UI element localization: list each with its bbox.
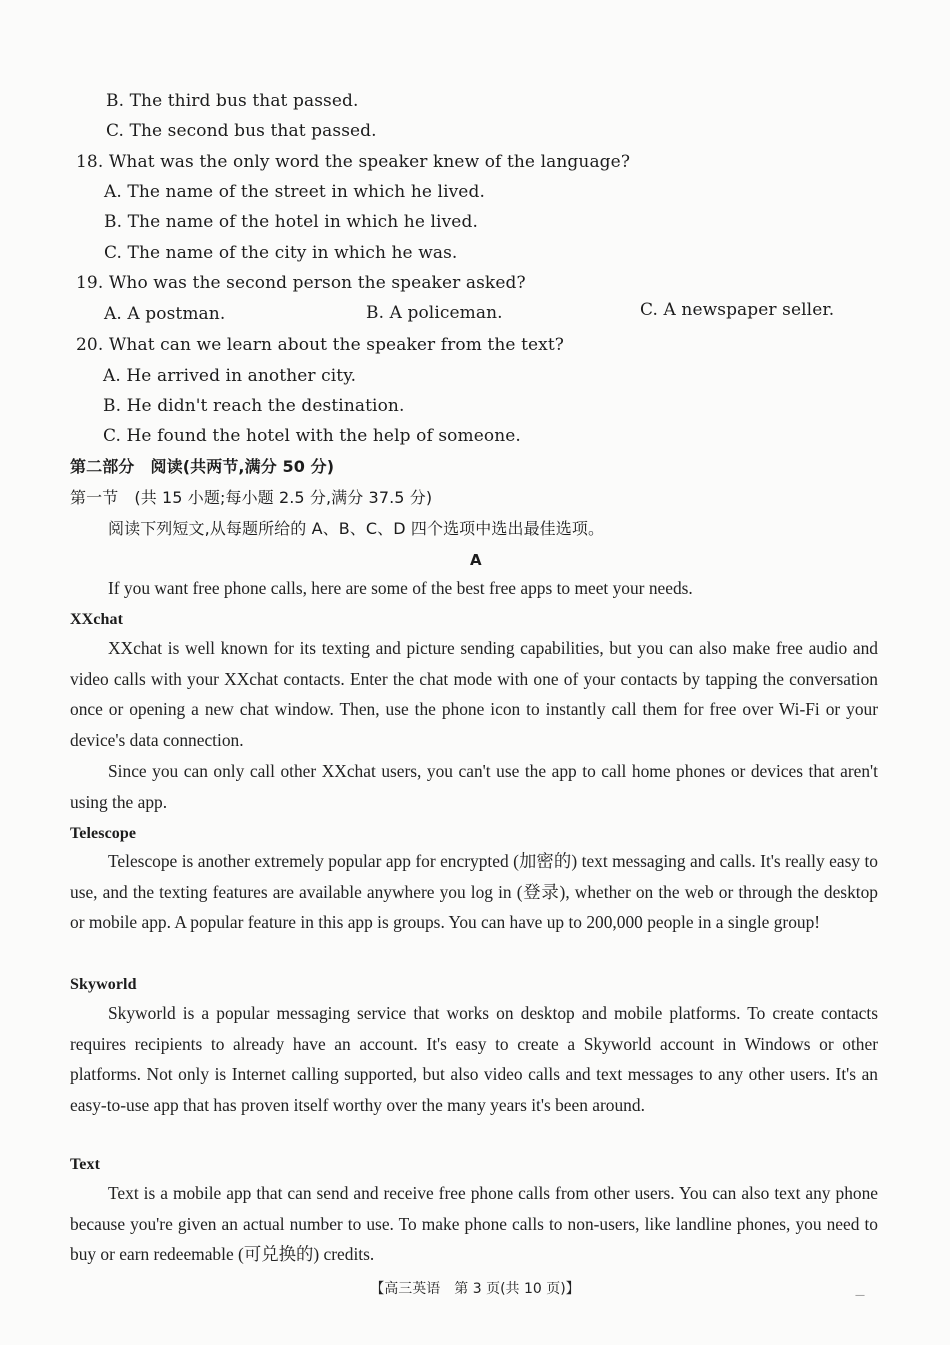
q18-option-a: A. The name of the street in which he lived. <box>104 182 485 202</box>
q17-option-c: C. The second bus that passed. <box>106 121 377 141</box>
passage-intro: If you want free phone calls, here are some of the best free apps to meet your needs. <box>108 578 693 598</box>
xxchat-paragraph-2: Since you can only call other XXchat users, you can't use the app to call home phones or devices that aren't using the app. <box>70 761 878 812</box>
part2-title: 第二部分 阅读(共两节,满分 50 分) <box>70 457 335 476</box>
skyworld-paragraph: Skyworld is a popular messaging service that works on desktop and mobile platforms. To create contacts requires recipients to already have an account. It's easy to create a Skyworld account in Windows or other platforms. Not only is Internet calling supported, but also video calls and text messages to any other users. It's an easy-to-use app that has proven itself worthy over the many years it's been around. <box>70 1003 878 1115</box>
q18-option-c: C. The name of the city in which he was. <box>104 243 458 263</box>
xxchat-heading: XXchat <box>70 611 124 628</box>
skyworld-heading: Skyworld <box>70 976 137 993</box>
q19-option-a: A. A postman. <box>104 304 226 324</box>
q20-stem: 20. What can we learn about the speaker from the text? <box>76 335 564 355</box>
q20-option-a: A. He arrived in another city. <box>103 366 357 386</box>
q18-option-b: B. The name of the hotel in which he lived. <box>104 212 478 232</box>
section1-title: 第一节 (共 15 小题;每小题 2.5 分,满分 37.5 分) <box>70 488 433 507</box>
q19-option-c: C. A newspaper seller. <box>640 300 835 320</box>
telescope-paragraph: Telescope is another extremely popular app for encrypted (加密的) text messaging and calls. It's really easy to use, and the texting features are available anywhere you log in (登录), whether on the web or through the desktop or mobile app. A popular feature in this app is groups. You can have up to 200,000 people in a single group! <box>70 851 878 933</box>
q17-option-b: B. The third bus that passed. <box>106 91 359 111</box>
passage-label: A <box>470 551 482 569</box>
telescope-heading: Telescope <box>70 825 137 842</box>
q19-option-b: B. A policeman. <box>366 303 503 323</box>
text-heading: Text <box>70 1156 101 1173</box>
q20-option-b: B. He didn't reach the destination. <box>103 396 405 416</box>
page-footer: 【高三英语 第 3 页(共 10 页)】 <box>370 1281 580 1297</box>
q18-stem: 18. What was the only word the speaker knew of the language? <box>76 152 631 172</box>
xxchat-paragraph-1: XXchat is well known for its texting and picture sending capabilities, but you can also make free audio and video calls with your XXchat contacts. Enter the chat mode with one of your contacts by tapping the conversation once or opening a new chat window. Then, use the phone icon to instantly call them for free over Wi-Fi or your device's data connection. <box>70 638 878 750</box>
q20-option-c: C. He found the hotel with the help of someone. <box>103 426 521 446</box>
reading-instruction: 阅读下列短文,从每题所给的 A、B、C、D 四个选项中选出最佳选项。 <box>108 519 605 538</box>
text-paragraph: Text is a mobile app that can send and receive free phone calls from other users. You can also text any phone because you're given an actual number to use. To make phone calls to non-users, like landline phones, you need to buy or earn redeemable (可兑换的) credits. <box>70 1183 878 1265</box>
q19-stem: 19. Who was the second person the speaker asked? <box>76 273 526 293</box>
corner-mark: — <box>855 1290 865 1301</box>
